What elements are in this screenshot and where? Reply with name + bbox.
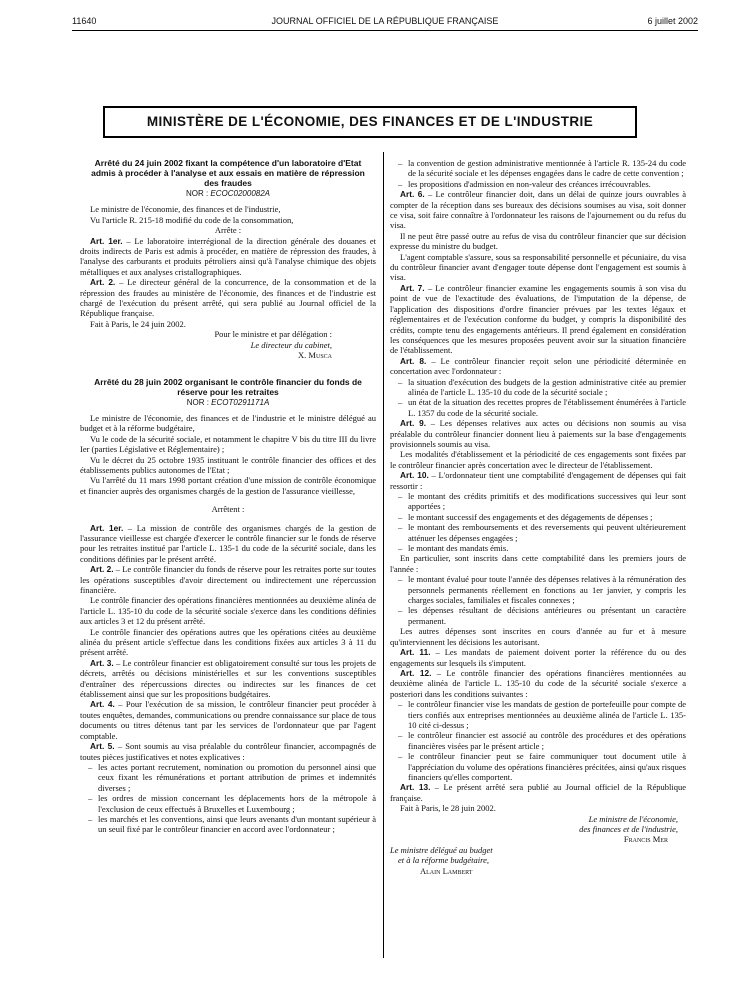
- arrete1-art2: Art. 2. – Le directeur général de la concurrence, de la consommation et de la répression des fraudes au ministère de l'économie, des finances et de l'industrie est chargé de l'exécution du présent arrêté, qui sera publié au Journal officiel de la République française.: [80, 277, 377, 319]
- arrete1-sign-3: X. Musca: [298, 350, 332, 361]
- arrete2-art12-list: [390, 699, 686, 782]
- list-item: – le montant évalué pour toute l'année des dépenses relatives à la rémunération des personnels permanents réellement en fonctions au 1er janvier, y compris les charges sociales, familiales et fiscales connexes ;: [408, 574, 686, 605]
- list-item: – les dépenses résultant de décisions antérieures ou présentant un caractère permanent.: [408, 605, 686, 626]
- arrete2-intro-4: Vu l'arrêté du 11 mars 1998 portant création d'une mission de contrôle économique et financier auprès des organismes chargés de la gestion de l'assurance vieillesse,: [80, 475, 376, 496]
- column-divider: [383, 152, 384, 958]
- arrete2-art9: Art. 9. – Les dépenses relatives aux actes ou décisions non soumis au visa préalable du contrôleur financier donnent lieu à paiements sur la base d'engagements provisionnels soumis au visa.: [390, 418, 686, 449]
- list-item: – le contrôleur financier peut se faire communiquer tout document utile à l'appréciation du volume des opérations financières précitées, ainsi qu'aux risques financiers qu'elles comportent.: [408, 751, 686, 782]
- arrete2-art7: Art. 7. – Le contrôleur financier examine les engagements soumis à son visa du point de vue de l'exactitude des évaluations, de l'imputation de la dépense, de l'application des dispositions d'ordre financier prévues par les textes légaux et réglementaires et de l'exécution conforme du budget, y compris la disponibilité des crédits, compte tenu des engagements antérieurs. Il prend également en considération les conséquences que les mesures proposées peuvent avoir sur la situation financière de l'établissement.: [390, 282, 686, 356]
- ministry-banner: MINISTÈRE DE L'ÉCONOMIE, DES FINANCES ET DE L'INDUSTRIE: [103, 106, 637, 138]
- arrete2-art4: Art. 4. – Pour l'exécution de sa mission, le contrôleur financier peut procéder à toutes enquêtes, demandes, communications ou prendre connaissance sur place de tous documents ou titres détenus tant par les services de l'ordonnateur que par l'agent comptable.: [80, 699, 376, 741]
- arrete2-art5: Art. 5. – Sont soumis au visa préalable du contrôleur financier, accompagnés de toutes pièces justificatives et notes explicatives :: [80, 741, 376, 762]
- arrete2-art8-list: [390, 377, 686, 419]
- list-item: – les propositions d'admission en non-valeur des créances irrécouvrables.: [408, 179, 686, 189]
- journal-title: JOURNAL OFFICIEL DE LA RÉPUBLIQUE FRANÇAISE: [271, 16, 499, 26]
- arrete1-title: Arrêté du 24 juin 2002 fixant la compétence d'un laboratoire d'Etat admis à procéder à l'analyse et aux essais en matière de répression des fraudes: [91, 158, 365, 188]
- arrete2-art10: Art. 10. – L'ordonnateur tient une comptabilité d'engagement de dépenses qui fait ressortir :: [390, 470, 686, 491]
- arrete2-arretent: Arrêtent :: [211, 504, 245, 515]
- arrete2-art10-p2: En particulier, sont inscrits dans cette comptabilité dans les premiers jours de l'année :: [390, 553, 686, 574]
- arrete2-art12: Art. 12. – Le contrôle financier des opérations financières mentionnées au deuxième alinéa de l'article L. 135-10 du code de la sécurité sociale s'exerce a posteriori dans les conditions suivantes :: [390, 667, 686, 699]
- arrete1-sign-2: Le directeur du cabinet,: [250, 339, 332, 350]
- list-item: – le contrôleur financier vise les mandats de gestion de portefeuille pour compte de tiers confiés aux entreprises mentionnées au deuxième alinéa de l'article L. 135-10 cité ci-dessus ;: [408, 699, 686, 730]
- list-item: – la situation d'exécution des budgets de la gestion administrative citée au premier alinéa de l'article L. 135-10 du code de la sécurité sociale ;: [408, 377, 686, 398]
- list-item: – un état de la situation des recettes propres de l'établissement énumérées à l'article L. 1357 du code de la sécurité sociale.: [408, 397, 686, 418]
- arrete2-intro-1: Le ministre de l'économie, des finances et de l'industrie et le ministre délégué au budget et à la réforme budgétaire,: [80, 412, 376, 434]
- arrete2-art3: Art. 3. – Le contrôleur financier est obligatoirement consulté sur tous les projets de décrets, arrêtés ou décisions ministérielles et sur les conventions susceptibles d'entraîner des répercussions directes ou indirectes sur les finances de cet établissement ainsi que sur les propositions budgétaires.: [80, 657, 377, 700]
- list-item: – le montant des remboursements et des reversements qui peuvent ultérieurement atténuer les dépenses engagées ;: [408, 522, 686, 543]
- arrete2-sign-del-2: et à la réforme budgétaire,: [398, 855, 490, 866]
- arrete1-arrete: Arrête :: [214, 225, 242, 236]
- list-item: – les marchés et les conventions, ainsi que leurs avenants d'un montant supérieur à un seuil fixé par le contrôleur financier en accord avec l'ordonnateur ;: [98, 814, 376, 835]
- arrete2-art6-p3: L'agent comptable s'assure, sous sa responsabilité personnelle et pécuniaire, du visa du contrôleur financier avant d'engager toute dépense dont l'engagement est soumis à visa.: [390, 251, 686, 283]
- arrete1-sign-1: Pour le ministre et par délégation :: [214, 329, 332, 340]
- arrete1-intro-2: Vu l'article R. 215-18 modifié du code de la consommation,: [90, 214, 294, 225]
- arrete2-art2-p3: Le contrôle financier des opérations autres que les opérations citées au deuxième alinéa du présent article s'effectue dans les conditions fixées aux articles 3 à 11 du présent arrêté.: [80, 626, 376, 658]
- list-item: – les actes portant recrutement, nomination ou promotion du personnel ainsi que ceux fixant les rémunérations et portant attribution de primes et indemnités diverses ;: [98, 762, 376, 793]
- arrete2-intro-3: Vu le décret du 25 octobre 1935 instituant le contrôle financier des offices et des établissements publics autonomes de l'Etat ;: [80, 454, 376, 475]
- list-item: – le montant des mandats émis.: [408, 543, 686, 553]
- arrete2-art5-list-cont: [390, 158, 686, 189]
- list-item: – le contrôleur financier est associé au contrôle des procédures et des opérations financières visées par le présent article ;: [408, 730, 686, 751]
- arrete2-art5-list: [80, 762, 376, 835]
- arrete2-sign-min-2: des finances et de l'industrie,: [579, 824, 678, 834]
- arrete2-art10-p3: Les autres dépenses sont inscrites en cours d'année au fur et à mesure qu'interviennent les décisions les autorisant.: [390, 626, 686, 647]
- arrete2-art10-list2: [390, 574, 686, 626]
- arrete2-sign-del-3: Alain Lambert: [420, 865, 473, 876]
- arrete2-art13: Art. 13. – Le présent arrêté sera publié au Journal officiel de la République française.: [390, 782, 686, 803]
- arrete2-nor: NOR : ECOT0291171A: [186, 397, 270, 407]
- arrete2-art10-list: [390, 491, 686, 553]
- arrete2-art8: Art. 8. – Le contrôleur financier reçoit selon une périodicité déterminée en concertation avec l'ordonnateur :: [390, 355, 686, 377]
- page-header: [72, 16, 698, 31]
- arrete1-fait: Fait à Paris, le 24 juin 2002.: [90, 318, 186, 329]
- arrete2-art6: Art. 6. – Le contrôleur financier doit, dans un délai de quinze jours ouvrables à compter de la réception dans ses bureaux des décisions soumises au visa, soit donner ce visa, soit faire connaître à l'ordonnateur les raisons de l'ajournement ou du refus du visa.: [390, 189, 687, 231]
- arrete2-sign-min-3: Francis Mer: [623, 834, 668, 845]
- arrete2-fait: Fait à Paris, le 28 juin 2002.: [400, 803, 496, 814]
- arrete2-art6-p2: Il ne peut être passé outre au refus de visa du contrôleur financier que sur décision expresse du ministre du budget.: [390, 230, 686, 252]
- list-item: – le montant successif des engagements et des dégagements de dépenses ;: [408, 512, 686, 522]
- arrete2-art9-p2: Les modalités d'établissement et la périodicité de ces engagements sont fixées par le contrôleur financier après concertation avec le directeur de l'établissement.: [390, 449, 686, 470]
- list-item: – le montant des crédits primitifs et des modifications successives qui leur sont apportées ;: [408, 491, 686, 512]
- arrete2-art2-p2: Le contrôle financier des opérations financières mentionnées au deuxième alinéa de l'article L. 135-10 du code de la sécurité sociale s'exerce dans les conditions définies aux articles 3 et 12 du présent arrêté.: [80, 595, 376, 627]
- arrete2-art11: Art. 11. – Les mandats de paiement doivent porter la référence du ou des engagements sur lesquels ils s'imputent.: [390, 647, 686, 668]
- arrete1-nor: NOR : ECOC0200082A: [185, 189, 271, 198]
- list-item: – la convention de gestion administrative mentionnée à l'article R. 135-24 du code de la sécurité sociale et les dépenses engagées dans le cadre de cette convention ;: [408, 158, 686, 179]
- page-number: 11640: [72, 16, 97, 26]
- arrete2-art1: Art. 1er. – La mission de contrôle des organismes chargés de la gestion de l'assurance vieillesse est chargée d'exercer le contrôle financier sur le fonds de réserve pour les retraites institué par l'article L. 135-1 du code de la sécurité sociale, dans les conditions définies par le présent arrêté.: [80, 522, 377, 564]
- arrete2-title: Arrêté du 28 juin 2002 organisant le contrôle financier du fonds de réserve pour les retraites: [94, 376, 362, 397]
- arrete2-sign-del-1: Le ministre délégué au budget: [390, 844, 493, 855]
- arrete2-sign-min-1: Le ministre de l'économie,: [588, 813, 678, 824]
- arrete2-intro-2: Vu le code de la sécurité sociale, et notamment le chapitre V bis du titre III du livre Ier (parties Législative et Réglementaire) ;: [80, 433, 376, 455]
- left-column: [80, 158, 376, 835]
- right-column: [390, 158, 686, 876]
- arrete1-intro-1: Le ministre de l'économie, des finances et de l'industrie,: [90, 204, 281, 215]
- list-item: – les ordres de mission concernant les déplacements hors de la métropole à l'exclusion de ceux effectués à Bruxelles et Luxembourg ;: [98, 793, 376, 814]
- issue-date: 6 juillet 2002: [647, 16, 698, 26]
- arrete1-art1: Art. 1er. – Le laboratoire interrégional de la direction générale des douanes et droits indirects de Paris est admis à procéder, en matière de répression des fraudes, à l'analyse des carburants et produits pétroliers ainsi qu'à l'analyse chimique des objets métalliques et aux analyses cristallographiques.: [80, 235, 376, 277]
- arrete2-art2: Art. 2. – Le contrôle financier du fonds de réserve pour les retraites porte sur toutes les opérations susceptibles d'avoir directement ou indirectement une répercussion financière.: [80, 564, 376, 595]
